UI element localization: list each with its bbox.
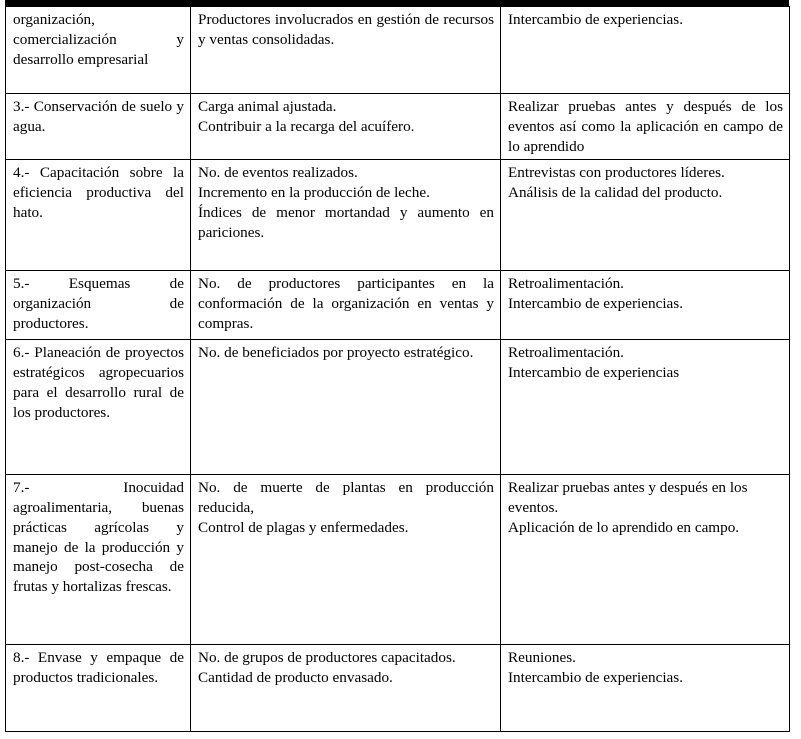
- table-cell-indicator: [191, 645, 501, 732]
- table-row: [6, 645, 790, 732]
- table-cell-objective: [6, 7, 191, 94]
- cell-line: No. de grupos de productores capacitados.: [198, 649, 456, 667]
- table-cell-objective: [6, 475, 191, 645]
- table-cell-objective: [6, 271, 191, 340]
- cell-line: 6.- Planeación de proyectos estratégicos agropecuarios para el desarrollo rural de los productores.: [13, 344, 184, 421]
- cell-line: Carga animal ajustada.: [198, 98, 337, 115]
- table-row: [6, 7, 790, 94]
- cell-line: 8.- Envase y empaque de productos tradicionales.: [13, 649, 184, 686]
- table-cell-indicator: [191, 7, 501, 94]
- cell-line: Incremento en la producción de leche.: [198, 184, 430, 201]
- table-body: [6, 7, 790, 732]
- cell-line: Retroalimentación.: [508, 275, 624, 293]
- cell-line: Control de plagas y enfermedades.: [198, 518, 409, 536]
- cell-line: No. de eventos realizados.: [198, 164, 358, 182]
- cell-line: Análisis de la calidad del producto.: [508, 184, 723, 201]
- table-cell-verification: [501, 7, 790, 94]
- table-row: [6, 271, 790, 340]
- table-cell-objective: [6, 645, 191, 732]
- table-row: [6, 94, 790, 160]
- cell-line: Reuniones.: [508, 649, 576, 667]
- cell-line: Cantidad de producto envasado.: [198, 669, 393, 686]
- table-row: [6, 340, 790, 475]
- table-cell-indicator: [191, 160, 501, 271]
- table-row: [6, 475, 790, 645]
- cell-line: Productores involucrados en gestión de recursos y ventas consolidadas.: [198, 11, 494, 48]
- table-cell-verification: [501, 94, 790, 160]
- cell-line: Intercambio de experiencias.: [508, 295, 683, 312]
- table-row: [6, 160, 790, 271]
- cell-line: No. de beneficiados por proyecto estratégico.: [198, 344, 474, 362]
- table-cell-verification: [501, 475, 790, 645]
- cell-line: 5.- Esquemas de organización de productores.: [13, 275, 184, 332]
- cell-line: Intercambio de experiencias.: [508, 11, 683, 28]
- table-cell-verification: [501, 160, 790, 271]
- table-cell-objective: [6, 340, 191, 475]
- cell-line: Aplicación de lo aprendido en campo.: [508, 518, 740, 536]
- table-cell-indicator: [191, 271, 501, 340]
- table-cell-verification: [501, 271, 790, 340]
- cell-line: Realizar pruebas antes y después de los eventos así como la aplicación en campo de lo aprendido: [508, 98, 783, 155]
- cell-line: 4.- Capacitación sobre la eficiencia productiva del hato.: [13, 164, 184, 221]
- table-cell-verification: [501, 645, 790, 732]
- table-cell-verification: [501, 340, 790, 475]
- cell-line: No. de productores participantes en la conformación de la organización en ventas y compras.: [198, 275, 494, 332]
- cell-line: Índices de menor mortandad y aumento en pariciones.: [198, 203, 494, 241]
- table-cell-indicator: [191, 340, 501, 475]
- cell-line: Entrevistas con productores líderes.: [508, 164, 725, 182]
- cell-line: Retroalimentación.: [508, 344, 624, 362]
- table-cell-indicator: [191, 94, 501, 160]
- table-cell-objective: [6, 160, 191, 271]
- cell-line: 7.- Inocuidad agroalimentaria, buenas prácticas agrícolas y manejo de la producción y manejo post-cosecha de frutas y hortalizas frescas.: [13, 479, 184, 595]
- cell-line: Contribuir a la recarga del acuífero.: [198, 117, 415, 135]
- cell-line: 3.- Conservación de suelo y agua.: [13, 98, 184, 135]
- cell-line: Realizar pruebas antes y después en los eventos.: [508, 479, 748, 516]
- table-cell-objective: [6, 94, 191, 160]
- objectives-indicators-table: [5, 6, 790, 732]
- cell-line: No. de muerte de plantas en producción reducida,: [198, 479, 494, 516]
- cell-line: Intercambio de experiencias: [508, 364, 680, 381]
- cell-line: organización, comercialización y desarrollo empresarial: [13, 11, 184, 68]
- table-cell-indicator: [191, 475, 501, 645]
- cell-line: Intercambio de experiencias.: [508, 669, 683, 686]
